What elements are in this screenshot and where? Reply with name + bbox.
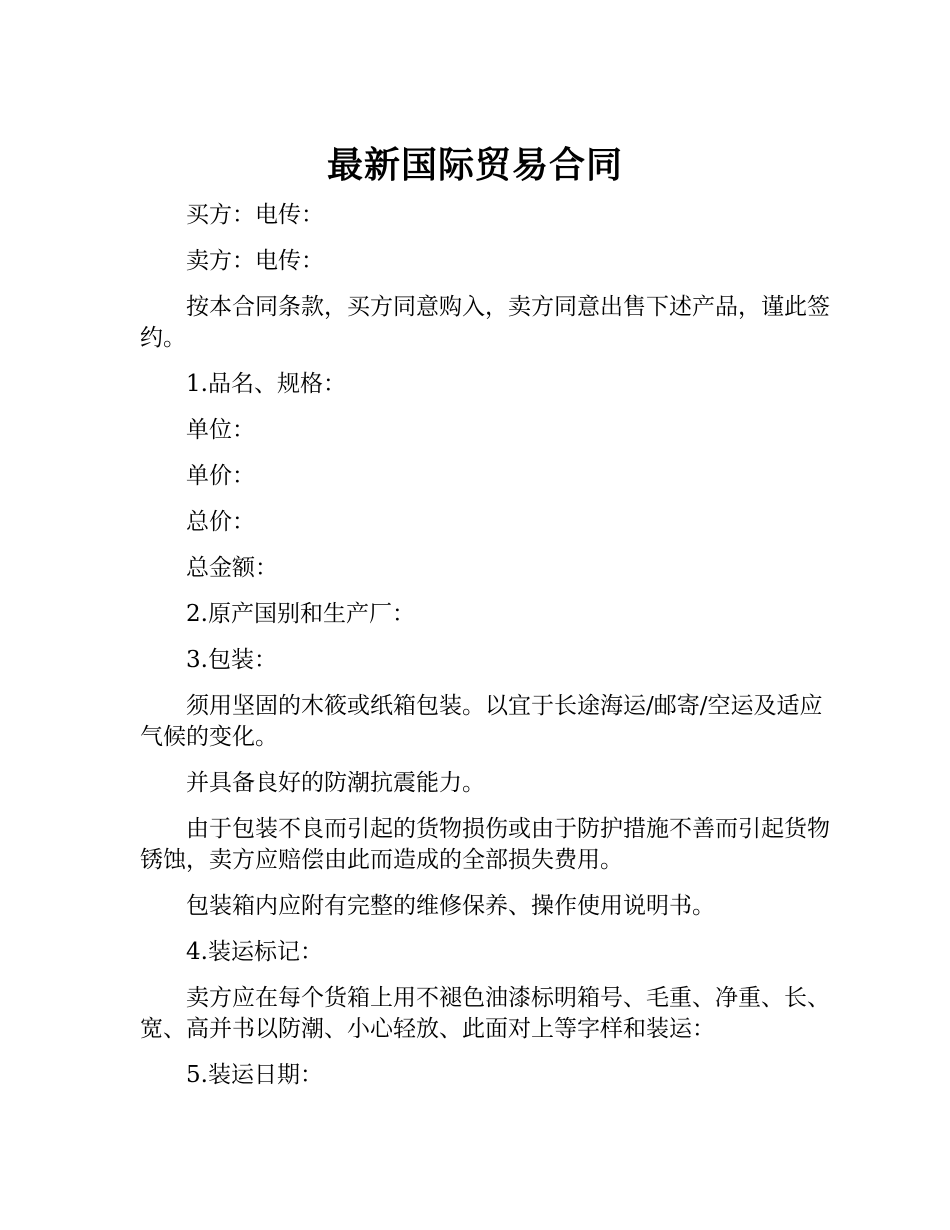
packing-paragraph-1: 须用坚固的木筱或纸箱包装。以宜于长途海运/邮寄/空运及适应气候的变化。	[140, 693, 823, 750]
packing-paragraph-2: 并具备良好的防潮抗震能力。	[186, 770, 485, 796]
section-shipping-marks: 4.装运标记：	[186, 939, 323, 965]
packing-paragraph-3: 由于包装不良而引起的货物损伤或由于防护措施不善而引起货物锈蚀，卖方应赔偿由此而造成的全部损失费用。	[140, 816, 830, 873]
total-amount-line: 总金额：	[186, 555, 278, 581]
section-packing: 3.包装：	[186, 647, 277, 673]
section-shipment-date: 5.装运日期：	[186, 1062, 323, 1088]
buyer-line: 买方：电传：	[186, 202, 324, 228]
contract-body	[140, 200, 830, 1106]
section-product-spec: 1.品名、规格：	[186, 371, 346, 397]
total-price-line: 总价：	[186, 509, 255, 535]
seller-line: 卖方：电传：	[186, 248, 324, 274]
document-title: 最新国际贸易合同	[326, 145, 623, 187]
shipping-marks-paragraph: 卖方应在每个货箱上用不褪色油漆标明箱号、毛重、净重、长、宽、高并书以防潮、小心轻放、此面对上等字样和装运：	[140, 985, 830, 1042]
agreement-paragraph: 按本合同条款，买方同意购入，卖方同意出售下述产品，谨此签约。	[140, 294, 830, 351]
unit-line: 单位：	[186, 417, 255, 443]
section-origin-manufacturer: 2.原产国别和生产厂：	[186, 601, 415, 627]
packing-paragraph-4: 包装箱内应附有完整的维修保养、操作使用说明书。	[186, 893, 715, 919]
unit-price-line: 单价：	[186, 463, 255, 489]
